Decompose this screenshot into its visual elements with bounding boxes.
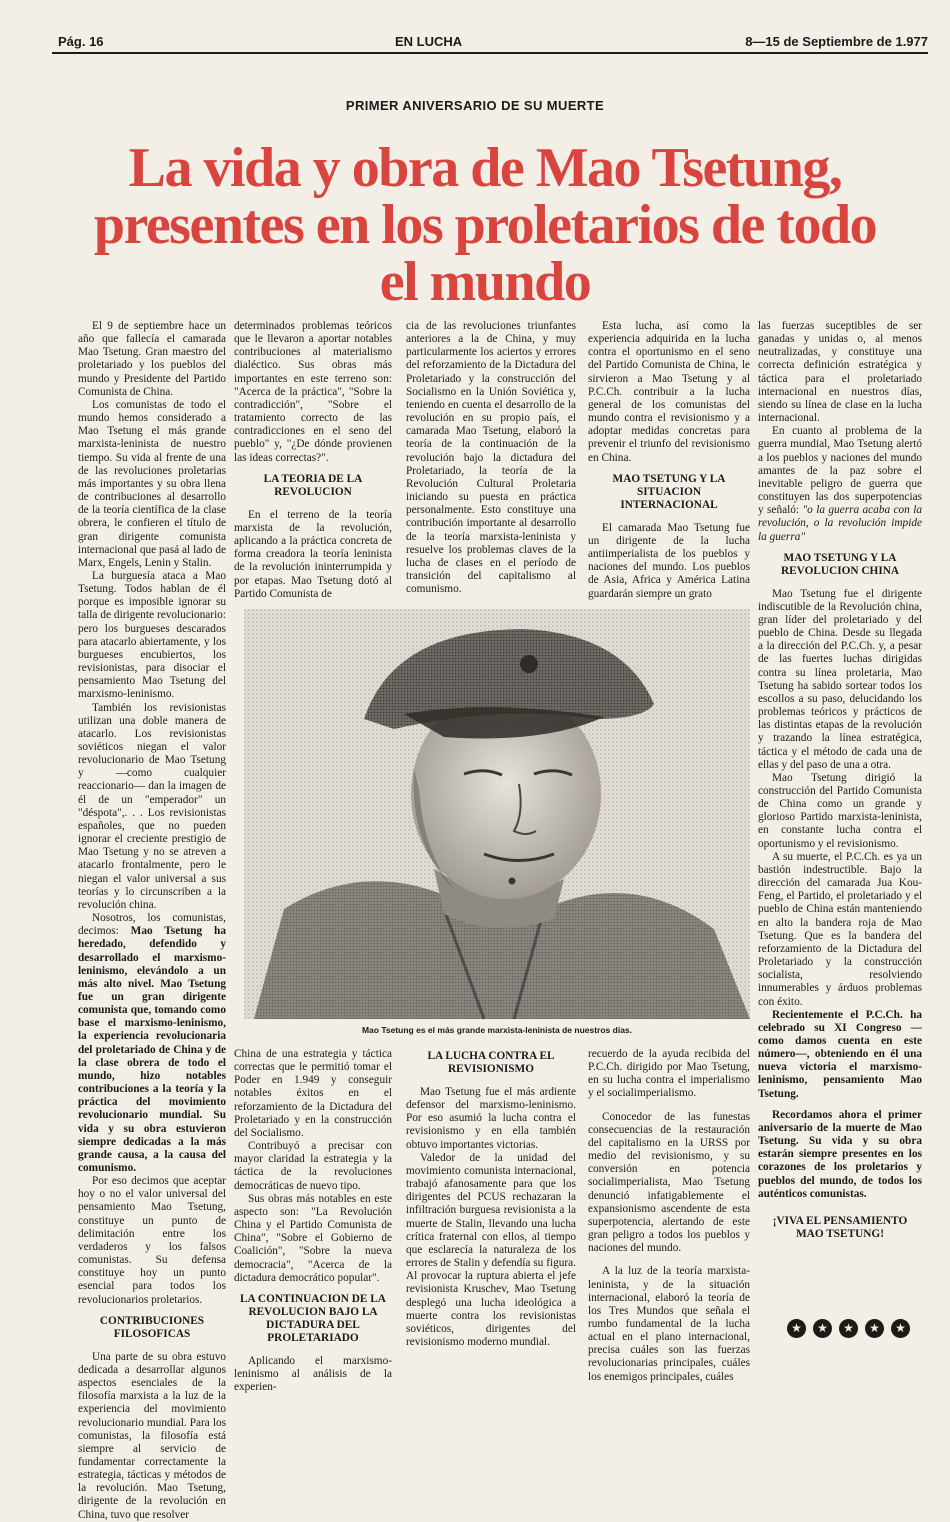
portrait-illustration — [244, 609, 750, 1019]
column-3-top — [406, 320, 576, 596]
paragraph: recuerdo de la ayuda recibida del P.C.Ch. dirigido por Mao Tsetung, en su lucha contra el imperialismo y el socialimperialismo. — [588, 1048, 750, 1100]
headline-line-2: presentes en los proletarios de todo — [93, 194, 877, 256]
paragraph: Mao Tsetung fue el más ardiente defensor del marxismo-leninismo. Por eso asumió la lucha contra el revisionismo y en ella también obtuvo importantes victorias. — [406, 1086, 576, 1151]
paragraph: cia de las revoluciones triunfantes anteriores a la de China, y muy particularmente los aciertos y errores del reforzamiento de la Dictadura del Proletariado y la construcción del Socialismo en la Unión Soviética y, teniendo en cuenta el desarrollo de la revolución en su propio país, el camarada Mao Tsetung, elaboró la teoría de la continuación de la revolución bajo la dictadura del Proletariado, la teoría de la Revolución Cultural Proletaria iniciando su puesta en práctica personalmente. Esto constituye una contribución importante al desarrollo de la teoría marxista-leninista y resuelve los problemas claves de la lucha de clases en el período de transición del capitalismo al comunismo. — [406, 320, 576, 596]
headline — [60, 137, 910, 313]
paragraph: Mao Tsetung fue el dirigente indiscutible de la Revolución china, gran líder del proletariado y del pueblo de China. Desde su llegada a la dirección del P.C.Ch. y, a pesar de las fuertes luchas dirigidas contra su línea proletaria, Mao Tsetung ha sabido sortear todos los escollos a su paso, delucidando los problemas teóricos y prácticos de las distintas etapas de la revolución y trazando la línea estratégica, táctica y el método de cada una de ellas y del paso de una a otra. — [758, 587, 922, 771]
closing-slogan: ¡VIVA EL PENSAMIENTO MAO TSETUNG! — [772, 1214, 908, 1240]
page-number: Pág. 16 — [58, 34, 104, 49]
star-icon: ★ — [865, 1319, 884, 1338]
star-icon: ★ — [813, 1319, 832, 1338]
section-heading: MAO TSETUNG Y LA SITUACION INTERNACIONAL — [612, 472, 726, 511]
column-3-bottom — [406, 1048, 576, 1376]
header-rule — [52, 52, 928, 54]
paragraph — [758, 425, 922, 543]
paragraph: Los comunistas de todo el mundo hemos considerado a Mao Tsetung el más grande marxista-leninista de nuestro tiempo. Su vida al frente de una de las revoluciones proletarias más importantes y su obra llena de contribuciones al desarrollo de la teoría científica de la clase obrera, le confieren el título de gran dirigente comunista internacional que pasá al lado de Marx, Engels, Lenin y Stalin. — [78, 398, 226, 569]
paragraph: Recientemente el P.C.Ch. ha celebrado su XI Congreso —como damos cuenta en este número—, obteniendo en él una nueva victoria el marxismo-leninismo, pensamiento Mao Tsetung. — [758, 1008, 922, 1100]
section-heading: LA CONTINUACION DE LA REVOLUCION BAJO LA DICTADURA DEL PROLETARIADO — [240, 1292, 386, 1344]
section-heading: LA TEORIA DE LA REVOLUCION — [263, 472, 363, 498]
paragraph — [78, 912, 226, 1175]
closing-paragraph: Recordamos ahora el primer aniversario de la muerte de Mao Tsetung. Su vida y su obra estarán siempre presentes en los corazones de los proletarios y pueblos del mundo, de todos los auténticos comunistas. — [758, 1108, 922, 1200]
paragraph: Conocedor de las funestas consecuencias de la restauración del capitalismo en la URSS por medio del revisionismo, y su conversión en potencia socialimperialista, Mao Tsetung denunció infatigablemente el expansionismo ascendente de esta superpotencia, alertando de este gran peligro a todos los pueblos y naciones del mundo. — [588, 1110, 750, 1255]
star-icon: ★ — [839, 1319, 858, 1338]
quote: "o la guerra acaba con la revolución, o la revolución impide la guerra" — [758, 504, 922, 543]
paragraph: Mao Tsetung dirigió la construcción del Partido Comunista de China como un grande y glorioso Partido marxista-leninista, en constante lucha contra el oportunismo y el revisionismo. — [758, 771, 922, 850]
paragraph: determinados problemas teóricos que le llevaron a aportar notables contribuciones al materialismo dialéctico. Sus obras más importantes en este terreno son: "Acerca de la práctica", "Sobre la contradicción", "Sobre el tratamiento correcto de las contradicciones en el seno del pueblo" y, "¿De dónde provienen las ideas correctas?". — [234, 320, 392, 464]
column-5 — [758, 320, 922, 1310]
paragraph: Aplicando el marxismo-leninismo al análisis de la experien- — [234, 1354, 392, 1394]
star-icon: ★ — [787, 1319, 806, 1338]
photo-caption: Mao Tsetung es el más grande marxista-leninista de nuestros días. — [361, 1025, 633, 1035]
paragraph: Por eso decimos que aceptar hoy o no el valor universal del pensamiento Mao Tsetung, constituye un punto de delimitación entre los verdaderos y los falsos comunistas. Su defensa constituye hoy un punto esencial para todos los revolucionarios proletarios. — [78, 1175, 226, 1306]
column-2-top — [234, 320, 392, 600]
column-4-bottom — [588, 1048, 750, 1383]
paragraph: A su muerte, el P.C.Ch. es ya un bastión indestructible. Bajo la dirección del camarada Jua Kou-Feng, el Partido, el proletariado y el pueblo de China están manteniendo en alto la bandera roja de Mao Tsetung. Que es la bandera del reforzamiento de la Dictadura del Proletariado y la construcción socialista, resolviendo innumerables y árduos problemas con éxito. — [758, 850, 922, 1008]
headline-line-3: el mundo — [379, 251, 591, 313]
paragraph: El camarada Mao Tsetung fue un dirigente de la lucha antiimperialista de los pueblos y naciones del mundo. Los pueblos de Asia, Africa y América Latina guardarán siempre un grato — [588, 521, 750, 600]
paragraph: La burguesía ataca a Mao Tsetung. Todos hablan de él porque es imposible ignorar su talla de dirigente revolucionario: pero los burgueses descarados para atacarlo abiertamente, y los burgueses encubiertos, los revisionistas, para disociar el pensamiento Mao Tsetung del marxismo-leninismo. — [78, 569, 226, 701]
section-heading: LA LUCHA CONTRA EL REVISIONISMO — [427, 1050, 555, 1075]
section-heading: MAO TSETUNG Y LA REVOLUCION CHINA — [780, 551, 900, 577]
star-ornament-row — [787, 1319, 910, 1338]
paragraph: las fuerzas suceptibles de ser ganadas y unidas o, al menos neutralizadas, y constituye una correcta definición estratégica y táctica para el proletariado internacional en nuestros días, siendo su línea de clase en la lucha internacional. — [758, 320, 922, 425]
paragraph: Esta lucha, así como la experiencia adquirida en la lucha contra el oportunismo en el seno del Partido Comunista de China, le sirvieron a Mao Tsetung y al P.C.Ch. contribuir a la lucha general de los comunistas del mundo contra el revisionismo y a adoptar medidas concretas para prevenir el triunfo del revisionismo en China. — [588, 320, 750, 464]
headline-line-1: La vida y obra de Mao Tsetung, — [128, 137, 842, 199]
star-icon: ★ — [891, 1319, 910, 1338]
paragraph: El 9 de septiembre hace un año que fallecía el camarada Mao Tsetung. Gran maestro del proletariado y los pueblos del mundo y Presidente del Partido Comunista de China. — [78, 320, 226, 398]
paragraph-text: En cuanto al problema de la guerra mundial, Mao Tsetung alertó a los pueblos y naciones del mundo amantes de la paz sobre el inevitable peligro de guerra que constituyen las dos superpotencias y señaló: — [758, 425, 922, 517]
column-2-bottom — [234, 1048, 392, 1394]
article-kicker: PRIMER ANIVERSARIO DE SU MUERTE — [345, 98, 605, 113]
mao-portrait-photo — [244, 609, 750, 1019]
paragraph-bold: Mao Tsetung ha heredado, defendido y desarrollado el marxismo-leninismo, elevándolo a un más alto nivel. Mao Tsetung fue un gran dirigente comunista que, tomando como base el marxismo-leninismo, la experiencia revolucionaria del proletariado de China y de la clase obrera de todo el mundo, hizo notables contribuciones a la teoría y la práctica del movimiento revolucionario mundial. Su vida y su obra estuvieron siempre dedicadas a la más grande causa, a la causa del comunismo. — [78, 925, 226, 1174]
section-heading: CONTRIBUCIONES FILOSOFICAS — [99, 1314, 205, 1340]
column-4-top — [588, 320, 750, 600]
paragraph: Contribuyó a precisar con mayor claridad la estrategia y la táctica de la revoluciones democráticas de nuevo tipo. — [234, 1140, 392, 1192]
paragraph: A la luz de la teoría marxista-leninista, y de la situación internacional, elaboró la teoría de los Tres Mundos que señala el rumbo fundamental de la lucha actual en el plano internacional, precisa cuáles son las fuerzas revolucionarias principales, cuáles los enemigos principales, cuáles — [588, 1265, 750, 1383]
paragraph: También los revisionistas utilizan una doble manera de atacarlo. Los revisionistas soviéticos niegan el valor revolucionario de Mao Tsetung y —como cualquier reaccionario— dan la imagen de él de un "emperador" un "déspota",. . . Los revisionistas españoles, que no pueden ignorar el creciente prestigio de Mao Tsetung y no se atreven a atacarlo frontalmente, pero le niegan el valor universal a sus teorías y lo circunscriben a la revolución china. — [78, 701, 226, 911]
paragraph: En el terreno de la teoría marxista de la revolución, aplicando a la práctica concreta de forma creadora la teoría leninista de la revolución ininterrumpida y por etapas. Mao Tsetung dotó al Partido Comunista de — [234, 508, 392, 600]
paragraph-lead: Nosotros, los comunistas, decimos: — [78, 912, 226, 938]
paragraph: China de una estrategia y táctica correctas que le permitió tomar el Poder en 1.949 y conseguir notables éxitos en el reforzamiento de la Dictadura del Proletariado y en la construcción del Socialismo. — [234, 1048, 392, 1139]
issue-date: 8—15 de Septiembre de 1.977 — [745, 34, 928, 49]
paragraph: Sus obras más notables en este aspecto son: "La Revolución China y el Partido Comunista de China", "Sobre el Gobierno de Coalición", "Sobre la nueva democracia", "Acerca de la dictadura democrático popular". — [234, 1192, 392, 1284]
newspaper-name: EN LUCHA — [395, 34, 463, 49]
paragraph: Valedor de la unidad del movimiento comunista internacional, trabajó afanosamente para que los dirigentes del PCUS rechazaran la infiltración burguesa revisionista a la muerte de Stalin, llevando una lucha crítica fraternal con ellos, al tiempo que esclarecía la naturaleza de los errores de Stalin y defendía su figura. Al provocar la ruptura abierta el jefe revisionista Kruschev, Mao Tsetung desplegó una lucha ideológica a muerte contra los revisionistas soviéticos, dirigentes del revisionismo moderno mundial. — [406, 1151, 576, 1348]
column-1 — [78, 320, 226, 1521]
paragraph: Una parte de su obra estuvo dedicada a desarrollar algunos aspectos esenciales de la filosofía marxista a la luz de la experiencia del movimiento revolucionario mundial. Para los comunistas, la filosofía está siempre al servicio de fundamentar correctamente la estrategia, tácticas y métodos de la revolución. Mao Tsetung, dirigente de la revolución en China, tuvo que resolver — [78, 1350, 226, 1521]
